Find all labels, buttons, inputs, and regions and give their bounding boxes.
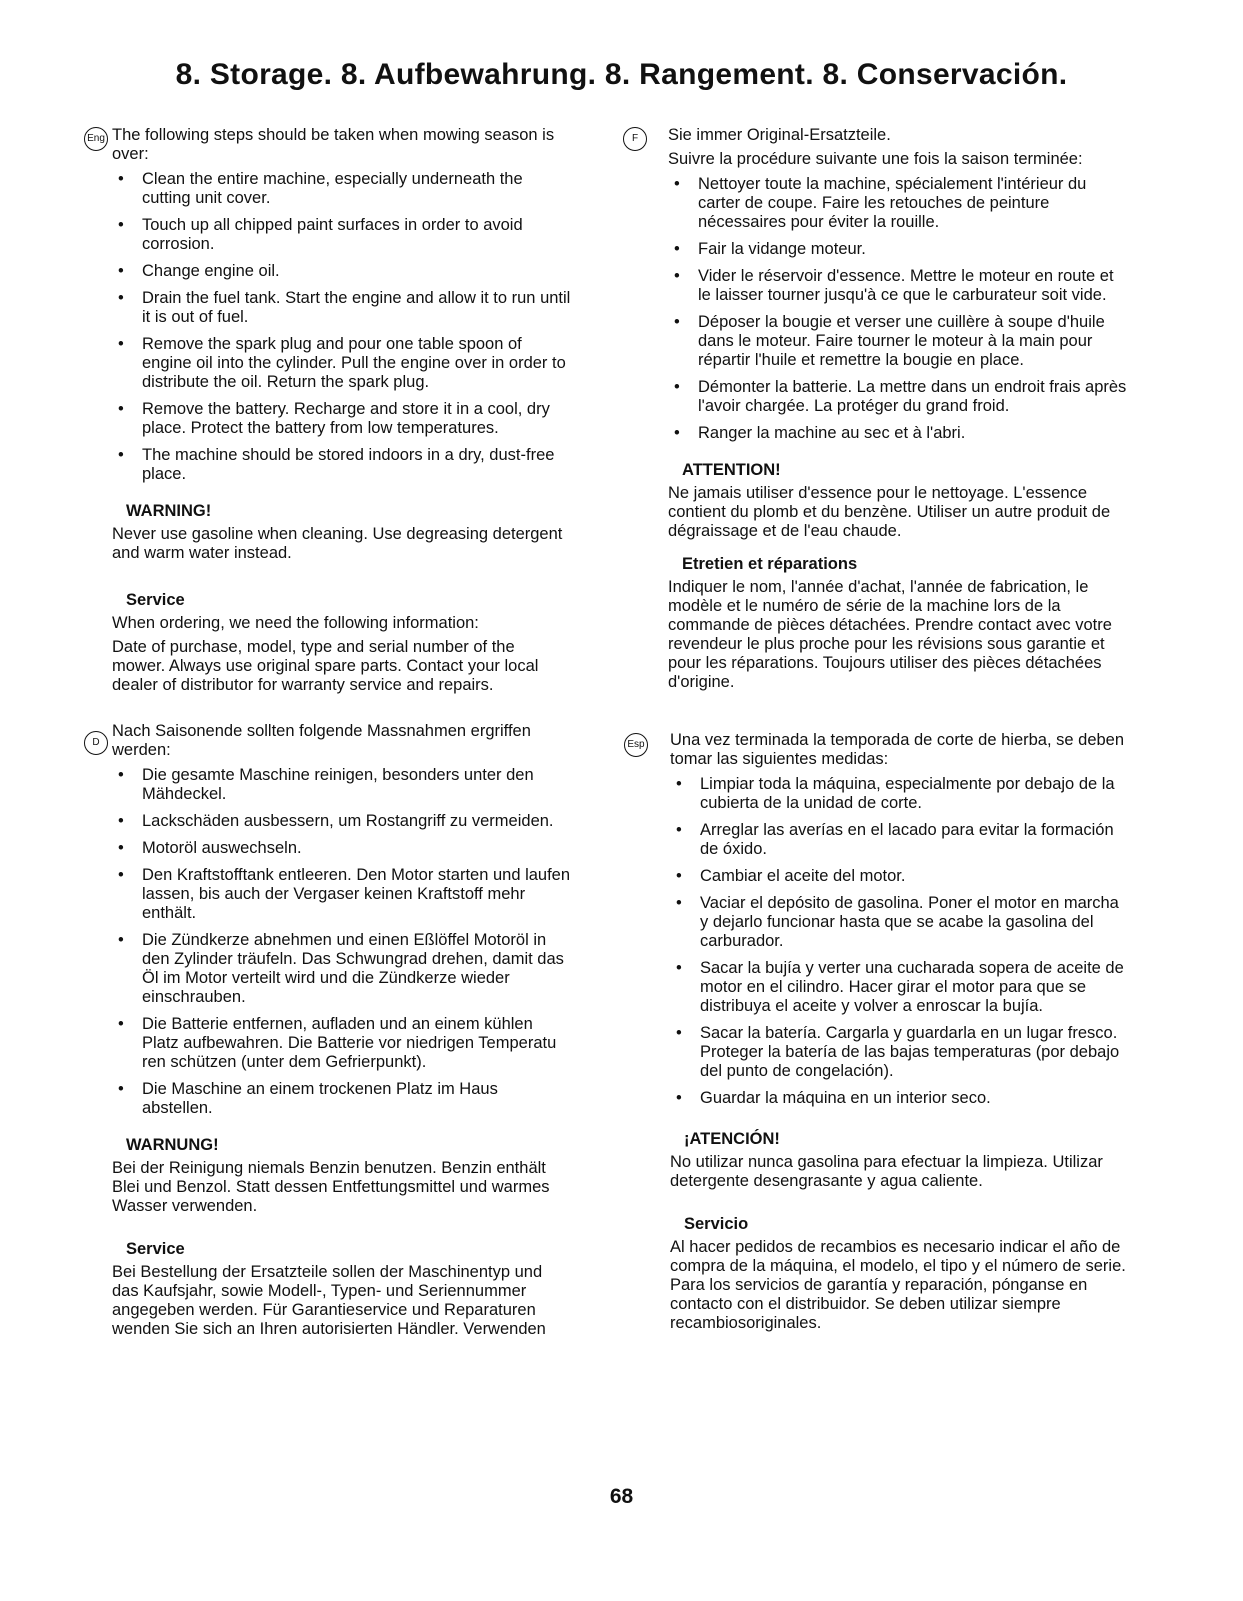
list-item: • Change engine oil.	[112, 262, 572, 281]
list-item: • The machine should be stored indoors in a dry, dust-free place.	[112, 446, 572, 484]
list-item: • Remove the spark plug and pour one table spoon of engine oil into the cylinder. Pull the engine over in order to distribute the oil. Return the spark plug.	[112, 335, 572, 392]
list-item: • Fair la vidange moteur.	[668, 240, 1128, 259]
warning-text: Bei der Reinigung niemals Benzin benutzen. Benzin enthält Blei und Benzol. Statt dessen Entfettungsmittel und warmes Wasser verwenden.	[112, 1159, 550, 1215]
page-number: 68	[609, 1485, 634, 1508]
list-item: • Die Maschine an einem trockenen Platz im Haus abstellen.	[112, 1080, 572, 1118]
warning-text: Ne jamais utiliser d'essence pour le nettoyage. L'essence contient du plomb et du benzène. Utiliser un autre produit de dégraissage et de l'eau chaude.	[668, 484, 1111, 540]
page-title: 8. Storage. 8. Aufbewahrung. 8. Rangement. 8. Conservación.	[175, 58, 1068, 91]
list-item: • Démonter la batterie. La mettre dans un endroit frais après l'avoir chargée. La protéger du grand froid.	[668, 378, 1128, 416]
intro-text: Nach Saisonende sollten folgende Massnahmen ergriffen werden:	[112, 722, 531, 759]
service-text: Bei Bestellung der Ersatzteile sollen der Maschinentyp und das Kaufsjahr, sowie Modell-, Typen- und Seriennummer angegeben werden. Für Garantieservice und Reparaturen wenden Sie sich an Ihren autorisierten Händler. Verwenden	[112, 1263, 546, 1338]
list-item: • Drain the fuel tank. Start the engine and allow it to run until it is out of fuel.	[112, 289, 572, 327]
list-item: • Sacar la batería. Cargarla y guardarla en un lugar fresco. Proteger la batería de las bajas temperaturas (por debajo del punto de congelación).	[670, 1024, 1130, 1081]
list-item: • Ranger la machine au sec et à l'abri.	[668, 424, 1128, 443]
list-item: • Touch up all chipped paint surfaces in order to avoid corrosion.	[112, 216, 572, 254]
list-item: • Déposer la bougie et verser une cuillère à soupe d'huile dans le moteur. Faire tourner le moteur à la main pour répartir l'huile et remettre la bougie en place.	[668, 313, 1128, 370]
list-item: • Nettoyer toute la machine, spécialement l'intérieur du carter de coupe. Faire les retouches de peinture nécessaires pour éviter la rouille.	[668, 175, 1128, 232]
section-french	[668, 126, 1128, 697]
intro-text: The following steps should be taken when mowing season is over:	[112, 126, 555, 163]
service-heading: Etretien et réparations	[682, 555, 858, 573]
list-item: • Guardar la máquina en un interior seco.	[670, 1089, 1130, 1108]
steps-list	[670, 775, 1130, 1108]
steps-list	[668, 175, 1128, 443]
list-item: • Die Zündkerze abnehmen und einen Eßlöffel Motoröl in den Zylinder träufeln. Das Schwungrad drehen, damit das Öl im Motor verteilt wird und die Zündkerze wieder einschrauben.	[112, 931, 572, 1007]
list-item: • Cambiar el aceite del motor.	[670, 867, 1130, 886]
list-item: • Die gesamte Maschine reinigen, besonders unter den Mähdeckel.	[112, 766, 572, 804]
intro-text: Una vez terminada la temporada de corte de hierba, se deben tomar las siguientes medidas:	[670, 731, 1125, 768]
list-item: • Remove the battery. Recharge and store it in a cool, dry place. Protect the battery from low temperatures.	[112, 400, 572, 438]
warning-heading: WARNUNG!	[126, 1136, 219, 1154]
section-spanish	[670, 731, 1130, 1338]
list-item: • Motoröl auswechseln.	[112, 839, 572, 858]
list-item: • Vider le réservoir d'essence. Mettre le moteur en route et le laisser tourner jusqu'à ce que le carburateur soit vide.	[668, 267, 1128, 305]
section-german	[112, 722, 572, 1344]
list-item: • Vaciar el depósito de gasolina. Poner el motor en marcha y dejarlo funcionar hasta que se acabe la gasolina del carburador.	[670, 894, 1130, 951]
section-english	[112, 126, 572, 700]
service-text: Date of purchase, model, type and serial number of the mower. Always use original spare parts. Contact your local dealer of distributor for warranty service and repairs.	[112, 638, 539, 694]
language-badge-eng: Eng	[84, 127, 108, 151]
list-item: • Limpiar toda la máquina, especialmente por debajo de la cubierta de la unidad de corte.	[670, 775, 1130, 813]
language-badge-de: D	[84, 731, 108, 755]
service-text: Indiquer le nom, l'année d'achat, l'année de fabrication, le modèle et le numéro de série de la machine lors de la commande de pièces détachées. Prendre contact avec votre revendeur le plus proche pour les révisions sous garantie et pour les réparations. Toujours utiliser des pièces détachées d'origine.	[668, 578, 1112, 691]
warning-text: No utilizar nunca gasolina para efectuar la limpieza. Utilizar detergente desengrasante y agua caliente.	[670, 1153, 1103, 1190]
list-item: • Arreglar las averías en el lacado para evitar la formación de óxido.	[670, 821, 1130, 859]
service-heading: Servicio	[684, 1215, 749, 1233]
list-item: • Sacar la bujía y verter una cucharada sopera de aceite de motor en el cilindro. Hacer girar el motor para que se distribuya el aceite y volver a enroscar la bujía.	[670, 959, 1130, 1016]
intro-text: Suivre la procédure suivante une fois la saison terminée:	[668, 150, 1083, 168]
list-item: • Clean the entire machine, especially underneath the cutting unit cover.	[112, 170, 572, 208]
warning-heading: ¡ATENCIÓN!	[684, 1130, 780, 1148]
warning-heading: WARNING!	[126, 502, 212, 520]
service-heading: Service	[126, 1240, 185, 1258]
steps-list	[112, 766, 572, 1118]
list-item: • Den Kraftstofftank entleeren. Den Motor starten und laufen lassen, bis auch der Vergaser keinen Kraftstoff mehr enthält.	[112, 866, 572, 923]
steps-list	[112, 170, 572, 484]
language-badge-esp: Esp	[624, 733, 648, 757]
warning-heading: ATTENTION!	[682, 461, 781, 479]
language-badge-fr: F	[623, 127, 647, 151]
list-item: • Die Batterie entfernen, aufladen und an einem kühlen Platz aufbewahren. Die Batterie vor niedrigen Temperatu ren schützen (unter dem Gefrierpunkt).	[112, 1015, 572, 1072]
service-text: Al hacer pedidos de recambios es necesario indicar el año de compra de la máquina, el modelo, el tipo y el número de serie. Para los servicios de garantía y reparación, pónganse en contacto con el distribuidor. Se deben utilizar siempre recambiosoriginales.	[670, 1238, 1126, 1332]
service-heading: Service	[126, 591, 185, 609]
service-text: When ordering, we need the following information:	[112, 614, 479, 632]
list-item: • Lackschäden ausbessern, um Rostangriff zu vermeiden.	[112, 812, 572, 831]
carryover-text: Sie immer Original-Ersatzteile.	[668, 126, 891, 144]
warning-text: Never use gasoline when cleaning. Use degreasing detergent and warm water instead.	[112, 525, 563, 562]
